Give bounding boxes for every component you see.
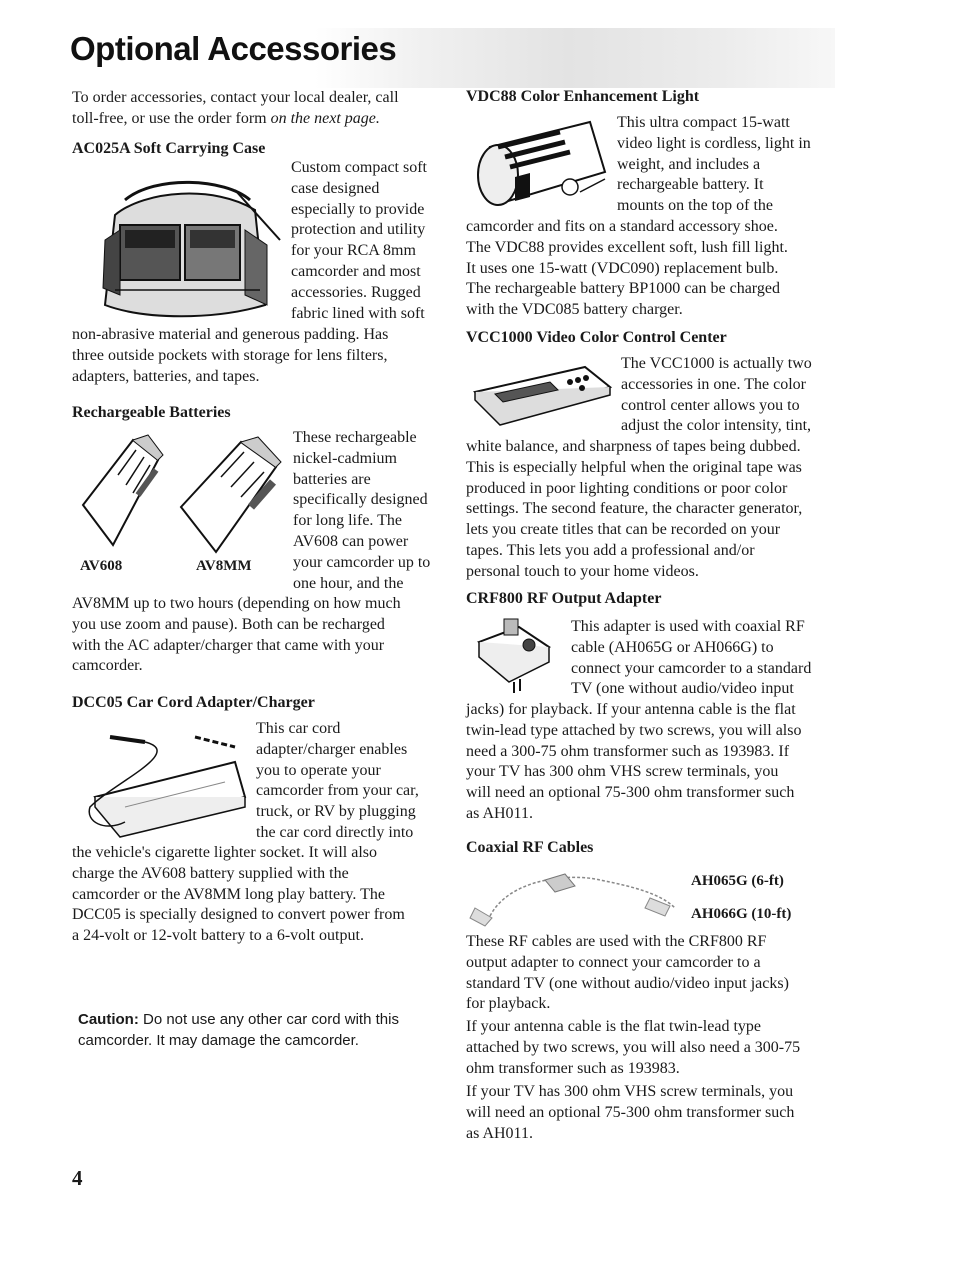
text-line: nickel-cadmium <box>293 449 397 467</box>
vdc88-heading: VDC88 Color Enhancement Light <box>466 88 700 105</box>
text-line: the vehicle's cigarette lighter socket. It will also <box>72 844 377 861</box>
text-line: If your TV has 300 ohm VHS screw terminals, you <box>466 1083 794 1100</box>
av608-label: AV608 <box>80 558 123 574</box>
text-line: batteries are <box>293 470 371 488</box>
text-line: with the AC adapter/charger that came with your <box>72 636 385 654</box>
text-line: specifically designed <box>293 491 428 509</box>
ah065g-label: AH065G (6-ft) <box>691 873 784 889</box>
ac025a-rest-text <box>72 325 388 387</box>
text-line: for playback. <box>466 995 551 1013</box>
batteries-heading: Rechargeable Batteries <box>72 404 231 421</box>
text-line: will need an optional 75-300 ohm transformer such <box>466 1103 795 1121</box>
av8mm-battery-illustration <box>176 437 291 557</box>
text-line: accessories. Rugged <box>291 283 421 301</box>
batteries-side-text <box>293 428 430 594</box>
ah066g-label: AH066G (10-ft) <box>691 906 792 922</box>
text-line: personal touch to your home videos. <box>466 562 699 580</box>
text-line: Custom compact soft <box>291 159 427 176</box>
coaxial-paragraph-3 <box>466 1082 794 1144</box>
text-line: truck, or RV by plugging <box>256 803 416 821</box>
intro-paragraph <box>72 88 399 130</box>
batteries-rest-text <box>72 594 401 677</box>
coaxial-paragraph-1 <box>466 932 789 1015</box>
crf800-heading: CRF800 RF Output Adapter <box>466 590 662 607</box>
text-line: adjust the color intensity, tint, <box>621 417 812 435</box>
rf-adapter-illustration <box>474 617 554 695</box>
text-line: as AH011. <box>466 1124 533 1142</box>
text-line: standard TV (one without audio/video input jacks) <box>466 974 789 992</box>
text-line: need a 300-75 ohm transformer such as 193983. If <box>466 742 790 760</box>
dcc05-side-text <box>256 719 419 844</box>
text-line: accessories in one. The color <box>621 375 806 393</box>
text-line: camcorder and most <box>291 262 421 280</box>
text-line: protection and utility <box>291 221 426 239</box>
text-line: produced in poor lighting conditions or poor color <box>466 479 788 497</box>
text-line: as AH011. <box>466 804 533 822</box>
text-line: lets you create titles that can be recorded on your <box>466 521 781 539</box>
text-line: It uses one 15-watt (VDC090) replacement bulb. <box>466 259 779 277</box>
vcc1000-side-text <box>621 354 812 437</box>
text-line: cable (AH065G or AH066G) to <box>571 638 774 656</box>
text-line: The VCC1000 is actually two <box>621 355 812 372</box>
text-line: attached by two screws, you will also need a 300-75 <box>466 1038 801 1056</box>
text-line: twin-lead type attached by two screws, you will also <box>466 721 802 739</box>
text-line: DCC05 is specially designed to convert power from <box>72 906 405 924</box>
text-line: non-abrasive material and generous padding. Has <box>72 326 389 343</box>
intro-line: To order accessories, contact your local dealer, call <box>72 89 399 106</box>
text-line: your TV has 300 ohm VHS screw terminals, you <box>466 763 779 781</box>
text-line: a 24-volt or 12-volt battery to a 6-volt output. <box>72 927 364 945</box>
text-line: camcorder. <box>72 657 143 675</box>
color-control-center-illustration <box>470 362 615 427</box>
text-line: the car cord directly into <box>256 823 414 841</box>
vcc1000-rest-text <box>466 437 802 583</box>
dcc05-rest-text <box>72 843 405 947</box>
text-line: This adapter is used with coaxial RF <box>571 618 805 635</box>
coaxial-paragraph-2 <box>466 1017 800 1079</box>
crf800-side-text <box>571 617 811 700</box>
text-line: video light is cordless, light in <box>617 134 811 152</box>
crf800-rest-text <box>466 700 801 825</box>
text-line: These RF cables are used with the CRF800 RF <box>466 933 767 950</box>
text-line: will need an optional 75-300 ohm transformer such <box>466 784 795 802</box>
ac025a-heading: AC025A Soft Carrying Case <box>72 140 266 157</box>
text-line: The rechargeable battery BP1000 can be charged <box>466 280 780 298</box>
caution-label: Caution: <box>78 1011 139 1028</box>
text-line: tapes. This lets you add a professional and/or <box>466 541 755 559</box>
text-line: camcorder from your car, <box>256 782 419 800</box>
text-line: fabric lined with soft <box>291 304 425 322</box>
text-line: with the VDC085 battery charger. <box>466 301 683 319</box>
caution-line: camcorder. It may damage the camcorder. <box>78 1032 359 1049</box>
vdc88-side-text <box>617 113 811 217</box>
text-line: charge the AV608 battery supplied with the <box>72 864 349 882</box>
coaxial-heading: Coaxial RF Cables <box>466 839 594 856</box>
text-line: TV (one without audio/video input <box>571 680 794 698</box>
text-line: control center allows you to <box>621 396 800 414</box>
caution-line: Caution: Do not use any other car cord with this <box>78 1011 399 1028</box>
text-line: you to operate your <box>256 761 381 779</box>
text-line: three outside pockets with storage for lens filters, <box>72 346 388 364</box>
text-line: camcorder or the AV8MM long play battery. The <box>72 885 385 903</box>
text-line: case designed <box>291 179 380 197</box>
text-line: ohm transformer such as 193983. <box>466 1059 680 1077</box>
text-line: connect your camcorder to a standard <box>571 659 812 677</box>
text-line: one hour, and the <box>293 574 404 592</box>
text-line: especially to provide <box>291 200 425 218</box>
text-line: weight, and includes a <box>617 155 761 173</box>
carrying-case-illustration <box>85 170 280 330</box>
dcc05-heading: DCC05 Car Cord Adapter/Charger <box>72 694 315 711</box>
text-line: camcorder and fits on a standard accessory shoe. <box>466 218 778 235</box>
text-line: AV608 can power <box>293 532 409 550</box>
text-line: output adapter to connect your camcorder to a <box>466 953 761 971</box>
text-line: rechargeable battery. It <box>617 176 764 194</box>
page-title: Optional Accessories <box>70 30 397 67</box>
text-line: adapter/charger enables <box>256 740 408 758</box>
caution-note <box>78 1009 399 1051</box>
video-light-illustration <box>470 117 610 217</box>
text-line: These rechargeable <box>293 429 417 446</box>
text-line: If your antenna cable is the flat twin-lead type <box>466 1018 761 1035</box>
intro-italic: on the next page. <box>270 109 380 127</box>
text-line: white balance, and sharpness of tapes being dubbed. <box>466 438 801 455</box>
page-number: 4 <box>72 1166 83 1190</box>
text-line: mounts on the top of the <box>617 197 773 215</box>
text-line: for long life. The <box>293 512 403 530</box>
text-line: you use zoom and pause). Both can be recharged <box>72 615 385 633</box>
vdc88-rest-text <box>466 217 788 321</box>
text-line: The VDC88 provides excellent soft, lush fill light. <box>466 238 788 256</box>
intro-line: toll-free, or use the order form on the next page. <box>72 109 380 127</box>
av8mm-label: AV8MM <box>196 558 252 574</box>
text-line: This car cord <box>256 720 341 737</box>
text-line: settings. The second feature, the character generator, <box>466 500 803 518</box>
text-line: your camcorder up to <box>293 553 431 571</box>
text-line: This is especially helpful when the original tape was <box>466 458 802 476</box>
vcc1000-heading: VCC1000 Video Color Control Center <box>466 329 727 346</box>
text-line: adapters, batteries, and tapes. <box>72 367 260 385</box>
text-line: jacks) for playback. If your antenna cable is the flat <box>466 701 796 718</box>
text-line: This ultra compact 15-watt <box>617 114 790 131</box>
text-line: AV8MM up to two hours (depending on how much <box>72 595 401 612</box>
coaxial-cable-illustration <box>470 868 685 928</box>
car-cord-charger-illustration <box>85 722 250 837</box>
text-line: for your RCA 8mm <box>291 242 416 260</box>
av608-battery-illustration <box>78 435 163 555</box>
ac025a-side-text <box>291 158 427 324</box>
